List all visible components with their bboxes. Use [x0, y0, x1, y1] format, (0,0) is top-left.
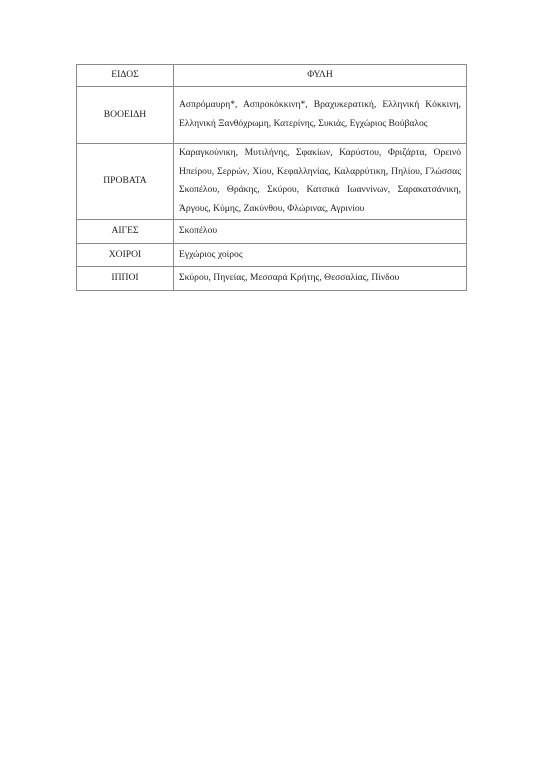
breeds-cell: Ασπρόμαυρη*, Ασπροκόκκινη*, Βραχυκερατική, Ελληνική Κόκκινη, Ελληνική Ξανθόχρωμη, Κατερίνης, Συκιάς, Εγχώριος Βούβαλος — [174, 87, 467, 144]
species-cell: ΙΠΠΟΙ — [77, 267, 174, 291]
breeds-cell: Σκύρου, Πηνείας, Μεσσαρά Κρήτης, Θεσσαλίας, Πίνδου — [174, 267, 467, 291]
table-row — [77, 87, 467, 144]
table-header-row — [77, 65, 467, 87]
breeds-table — [76, 64, 467, 291]
breeds-cell: Εγχώριος χοίρος — [174, 243, 467, 267]
species-cell: ΑΙΓΕΣ — [77, 219, 174, 243]
table-row — [77, 267, 467, 291]
species-cell: ΧΟΙΡΟΙ — [77, 243, 174, 267]
species-cell: ΠΡΟΒΑΤΑ — [77, 144, 174, 220]
table-row — [77, 219, 467, 243]
table-row — [77, 243, 467, 267]
breeds-cell: Καραγκούνικη, Μυτιλήνης, Σφακίων, Καρύστου, Φριζάρτα, Ορεινό Ηπείρου, Σερρών, Χίου, Κεφαλληνίας, Καλαρρύτικη, Πηλίου, Γλώσσας Σκοπέλου, Θράκης, Σκύρου, Κατσικά Ιωαννίνων, Σαρακατσάνικη, Άργους, Κύμης, Ζακύνθου, Φλώρινας, Αγρινίου — [174, 144, 467, 220]
breeds-cell: Σκοπέλου — [174, 219, 467, 243]
header-species: ΕΙΔΟΣ — [77, 65, 174, 87]
header-breeds: ΦΥΛΗ — [174, 65, 467, 87]
species-cell: ΒΟΟΕΙΔΗ — [77, 87, 174, 144]
table-row — [77, 144, 467, 220]
